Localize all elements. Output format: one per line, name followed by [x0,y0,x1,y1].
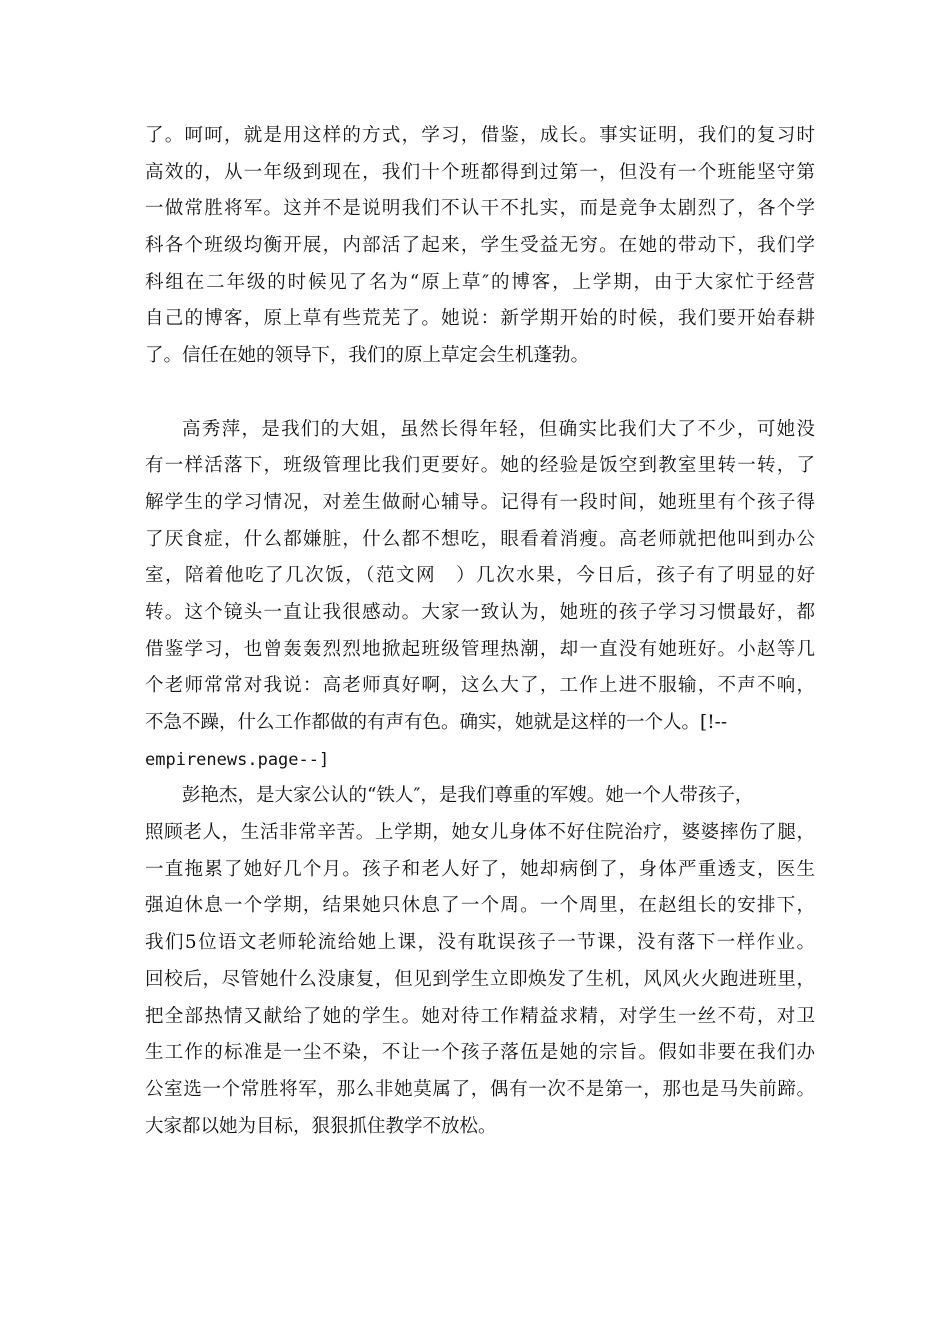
text-line: 了厌食症，什么都嫌脏，什么都不想吃，眼看着消瘦。高老师就把他叫到办公 [145,528,815,550]
text-line: empirenews.page--] [145,749,330,770]
text-line: 我们5位语文老师轮流给她上课，没有耽误孩子一节课，没有落下一样作业。 [145,932,815,954]
text-line: 不急不躁，什么工作都做的有声有色。确实，她就是这样的一个人。[!-- [145,712,728,733]
paragraph-2 [145,412,815,779]
text-line: 个老师常常对我说：高老师真好啊，这么大了，工作上进不服输，不声不响， [145,675,815,697]
text-line: 一直拖累了她好几个月。孩子和老人好了，她却病倒了，身体严重透支，医生 [145,858,815,880]
text-line: 有一样活落下，班级管理比我们更要好。她的经验是饭空到教室里转一转，了 [145,455,815,477]
text-line: 公室选一个常胜将军，那么非她莫属了，偶有一次不是第一，那也是马失前蹄。 [145,1078,815,1100]
paragraph-3 [145,778,815,1145]
text-line: 自己的博客，原上草有些荒芜了。她说：新学期开始的时候，我们要开始春耕 [145,308,815,330]
text-line: 科各个班级均衡开展，内部活了起来，学生受益无穷。在她的带动下，我们学 [145,235,815,257]
text-line: 大家都以她为目标，狠狠抓住教学不放松。 [145,1115,497,1137]
text-line: 解学生的学习情况，对差生做耐心辅导。记得有一段时间，她班里有个孩子得 [145,491,815,513]
text-line: 生工作的标准是一尘不染，不让一个孩子落伍是她的宗旨。假如非要在我们办 [145,1042,815,1064]
text-line: 转。这个镜头一直让我很感动。大家一致认为，她班的孩子学习习惯最好，都 [145,601,815,623]
text-line: 高秀萍，是我们的大姐，虽然长得年轻，但确实比我们大了不少，可她没 [182,418,815,440]
text-line: 照顾老人，生活非常辛苦。上学期，她女儿身体不好住院治疗，婆婆摔伤了腿， [145,822,815,844]
text-line: 了。呵呵，就是用这样的方式，学习，借鉴，成长。事实证明，我们的复习时 [145,125,815,146]
paragraph-gap [145,375,815,412]
text-line: 借鉴学习，也曾轰轰烈烈地掀起班级管理热潮，却一直没有她班好。小赵等几 [145,638,815,660]
text-line: 高效的，从一年级到现在，我们十个班都得到过第一，但没有一个班能坚守第 [145,161,815,183]
text-line: 回校后，尽管她什么没康复，但见到学生立即焕发了生机，风风火火跑进班里， [145,968,815,990]
paragraph-1 [145,118,815,375]
text-line: 把全部热情又献给了她的学生。她对待工作精益求精，对学生一丝不苟，对卫 [145,1005,815,1027]
text-line: 了。信任在她的领导下，我们的原上草定会生机蓬勃。 [145,345,590,367]
document-page [145,118,815,1145]
text-line: 科组在二年级的时候见了名为“原上草″的博客，上学期，由于大家忙于经营 [145,271,815,293]
text-line: 室，陪着他吃了几次饭，（范文网 ）几次水果，今日后，孩子有了明显的好 [145,565,815,587]
text-line: 强迫休息一个学期，结果她只休息了一个周。一个周里，在赵组长的安排下， [145,895,815,917]
text-line: 彭艳杰，是大家公认的“铁人″，是我们尊重的军嫂。她一个人带孩子， [182,785,754,807]
text-line: 一做常胜将军。这并不是说明我们不认干不扎实，而是竞争太剧烈了，各个学 [145,198,815,220]
